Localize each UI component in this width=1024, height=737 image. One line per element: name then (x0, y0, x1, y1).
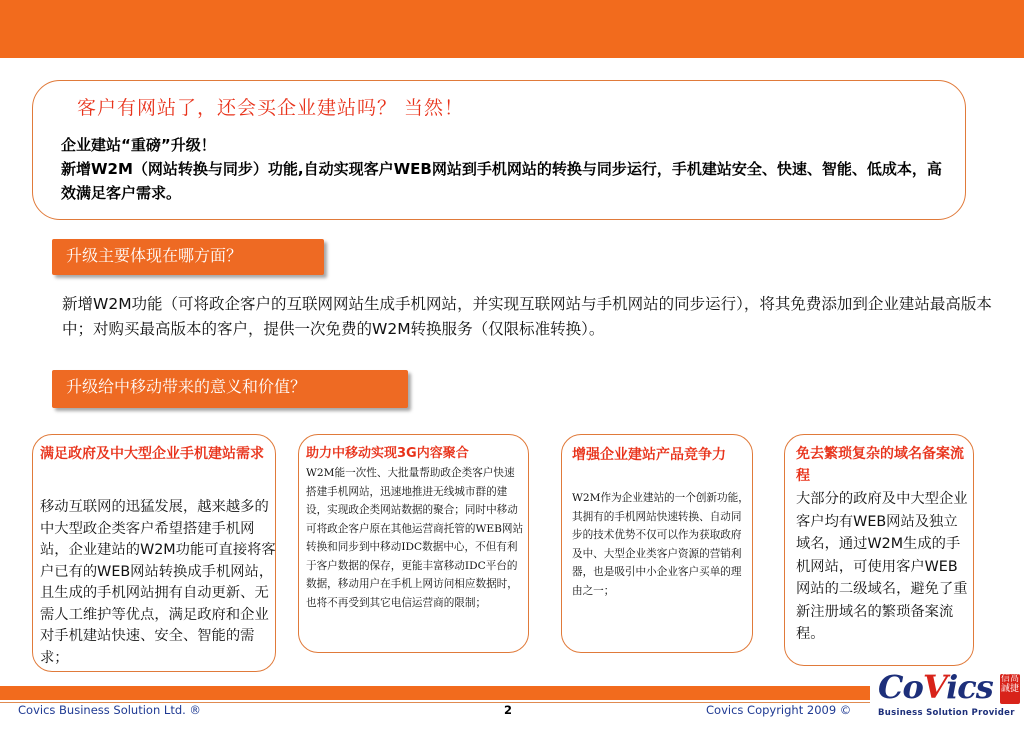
top-banner (0, 0, 1024, 58)
card-title: 助力中移动实现3G内容聚合 (306, 446, 469, 461)
logo-part-co: Co (878, 668, 923, 706)
intro-body (61, 133, 956, 205)
card-domain-filing (784, 434, 974, 666)
card-3g-content (298, 434, 529, 653)
intro-title: 客户有网站了，还会买企业建站吗？ 当然！ (77, 97, 465, 119)
page-number: 2 (504, 703, 513, 717)
logo-wordmark (878, 668, 993, 706)
footer-bar (0, 686, 870, 700)
intro-box (32, 80, 966, 220)
section1-heading: 升级主要体现在哪方面？ (52, 239, 324, 275)
covics-logo (872, 668, 1022, 720)
card-government-demand (32, 434, 276, 672)
section1-text: 新增W2M功能（可将政企客户的互联网网站生成手机网站，并实现互联网站与手机网站的同步运行），将其免费添加到企业建站最高版本中；对购买最高版本的客户，提供一次免费的W2M转换服务（仅限标准转换）。 (62, 295, 992, 338)
card-body: W2M作为企业建站的一个创新功能，其拥有的手机网站快速转换、自动同步的技术优势不仅可以作为获取政府及中、大型企业类客户资源的营销利器，也是吸引中小企业客户买单的理由之一； (572, 492, 749, 597)
logo-seal: 信高誠捷 (1000, 674, 1020, 704)
footer-copyright: Covics Copyright 2009 © (706, 703, 852, 717)
card-body: 大部分的政府及中大型企业客户均有WEB网站及独立域名，通过W2M生成的手机网站，可使用客户WEB网站的二级域名，避免了重新注册域名的繁琐备案流程。 (796, 491, 968, 642)
logo-part-v: V (922, 668, 947, 706)
intro-line-1: 企业建站“重磅”升级！ (61, 136, 216, 154)
card-body: W2M能一次性、大批量帮助政企类客户快速搭建手机网站，迅速地推进无线城市群的建设，实现政企类网站数据的聚合；同时中移动可将政企客户原在其他运营商托管的WEB网站转换和同步到中移动IDC数据中心，不但有利于客户数据的保存，更能丰富移动IDC平台的数据，移动用户在手机上网访问相应数据时，也将不再受到其它电信运营商的限制； (306, 467, 524, 609)
card-title: 免去繁琐复杂的域名备案流程 (796, 446, 964, 484)
footer-company: Covics Business Solution Ltd. ® (18, 703, 201, 717)
logo-part-ics: ics (946, 668, 993, 706)
card-competitiveness (561, 434, 753, 653)
card-body: 移动互联网的迅猛发展，越来越多的中大型政企类客户希望搭建手机网站，企业建站的W2M功能可直接将客户已有的WEB网站转换成手机网站，且生成的手机网站拥有自动更新、无需人工维护等优点，满足政府和企业对手机建站快速、安全、智能的需求； (40, 499, 276, 666)
logo-tagline: Business Solution Provider (878, 708, 1015, 718)
intro-line-2: 新增W2M（网站转换与同步）功能,自动实现客户WEB网站到手机网站的转换与同步运行，手机建站安全、快速、智能、低成本，高效满足客户需求。 (61, 160, 942, 202)
card-title: 增强企业建站产品竞争力 (572, 447, 726, 463)
card-title: 满足政府及中大型企业手机建站需求 (40, 446, 264, 462)
section2-heading: 升级给中移动带来的意义和价值？ (52, 370, 408, 408)
